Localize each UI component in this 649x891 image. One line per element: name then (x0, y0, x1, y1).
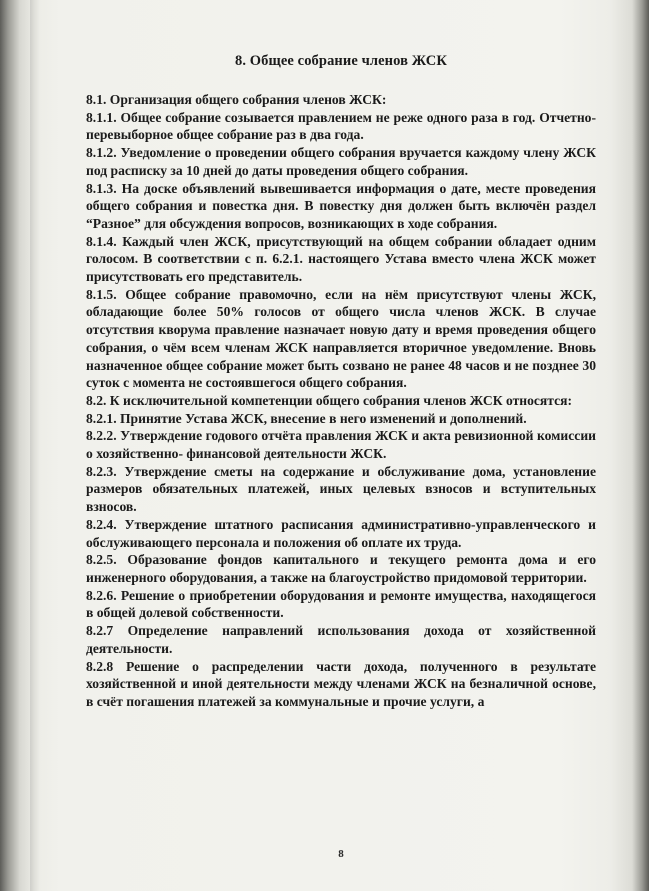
paragraph-8-1: 8.1. Организация общего собрания членов ЖСК: (86, 92, 387, 107)
book-spine-shadow (30, 0, 40, 891)
section-title: 8. Общее собрание членов ЖСК (235, 53, 447, 69)
paragraph-8-1-4: 8.1.4. Каждый член ЖСК, присутствующий на общем собрании обладает одним голосом. В соответствии с п. 6.2.1. настоящего Устава вместо члена ЖСК может присутствовать его представитель. (86, 233, 596, 285)
paragraph-8-2-4: 8.2.4. Утверждение штатного расписания административно-управленческого и обслуживающего персонала и положения об оплате их труда. (86, 516, 596, 550)
paragraph-8-1-5: 8.1.5. Общее собрание правомочно, если на нём присутствуют члены ЖСК, обладающие более 50% голосов от общего числа членов ЖСК. В случае отсутствия кворума правление назначает новую дату и время проведения общего собрания, о чём всем членам ЖСК направляется вторичное уведомление. Вновь назначенное общее собрание может быть созвано не ранее 48 часов и не позднее 30 суток с момента не состоявшегося общего собрания. (86, 286, 596, 391)
paragraph-8-1-3: 8.1.3. На доске объявлений вывешивается информация о дате, месте проведения общего собрания и повестка дня. В повестку дня должен быть включён раздел “Разное” для обсуждения вопросов, возникающих в ходе собрания. (86, 180, 596, 231)
page-number: 8 (338, 848, 344, 860)
paragraph-8-2-3: 8.2.3. Утверждение сметы на содержание и обслуживание дома, установление размеров обязательных платежей, иных целевых взносов и вступительных взносов. (86, 463, 596, 515)
paragraph-8-2-8: 8.2.8 Решение о распределении части дохода, полученного в результате хозяйственной и иной деятельности между членами ЖСК на безналичной основе, в счёт погашения платежей за коммунальные и прочие услуги, а (86, 658, 596, 709)
paragraph-8-2-1: 8.2.1. Принятие Устава ЖСК, внесение в него изменений и дополнений. (86, 410, 527, 426)
paragraph-8-2-7: 8.2.7 Определение направлений использования дохода от хозяйственной деятельности. (86, 623, 596, 656)
paragraph-8-2: 8.2. К исключительной компетенции общего собрания членов ЖСК относятся: (86, 392, 573, 408)
paragraph-8-2-5: 8.2.5. Образование фондов капитального и текущего ремонта дома и его инженерного оборудования, а также на благоустройство придомовой территории. (86, 552, 596, 585)
paragraph-8-1-2: 8.1.2. Уведомление о проведении общего собрания вручается каждому члену ЖСК под расписку за 10 дней до даты проведения общего собрания. (86, 145, 596, 178)
paragraph-8-2-2: 8.2.2. Утверждение годового отчёта правления ЖСК и акта ревизионной комиссии о хозяйственно- финансовой деятельности ЖСК. (86, 428, 596, 462)
paragraph-8-1-1: 8.1.1. Общее собрание созывается правлением не реже одного раза в год. Отчетно-перевыборное общее собрание раз в два года. (86, 109, 596, 143)
document-body (86, 40, 596, 860)
paragraph-8-2-6: 8.2.6. Решение о приобретении оборудования и ремонте имущества, находящегося в общей долевой собственности. (86, 587, 596, 621)
